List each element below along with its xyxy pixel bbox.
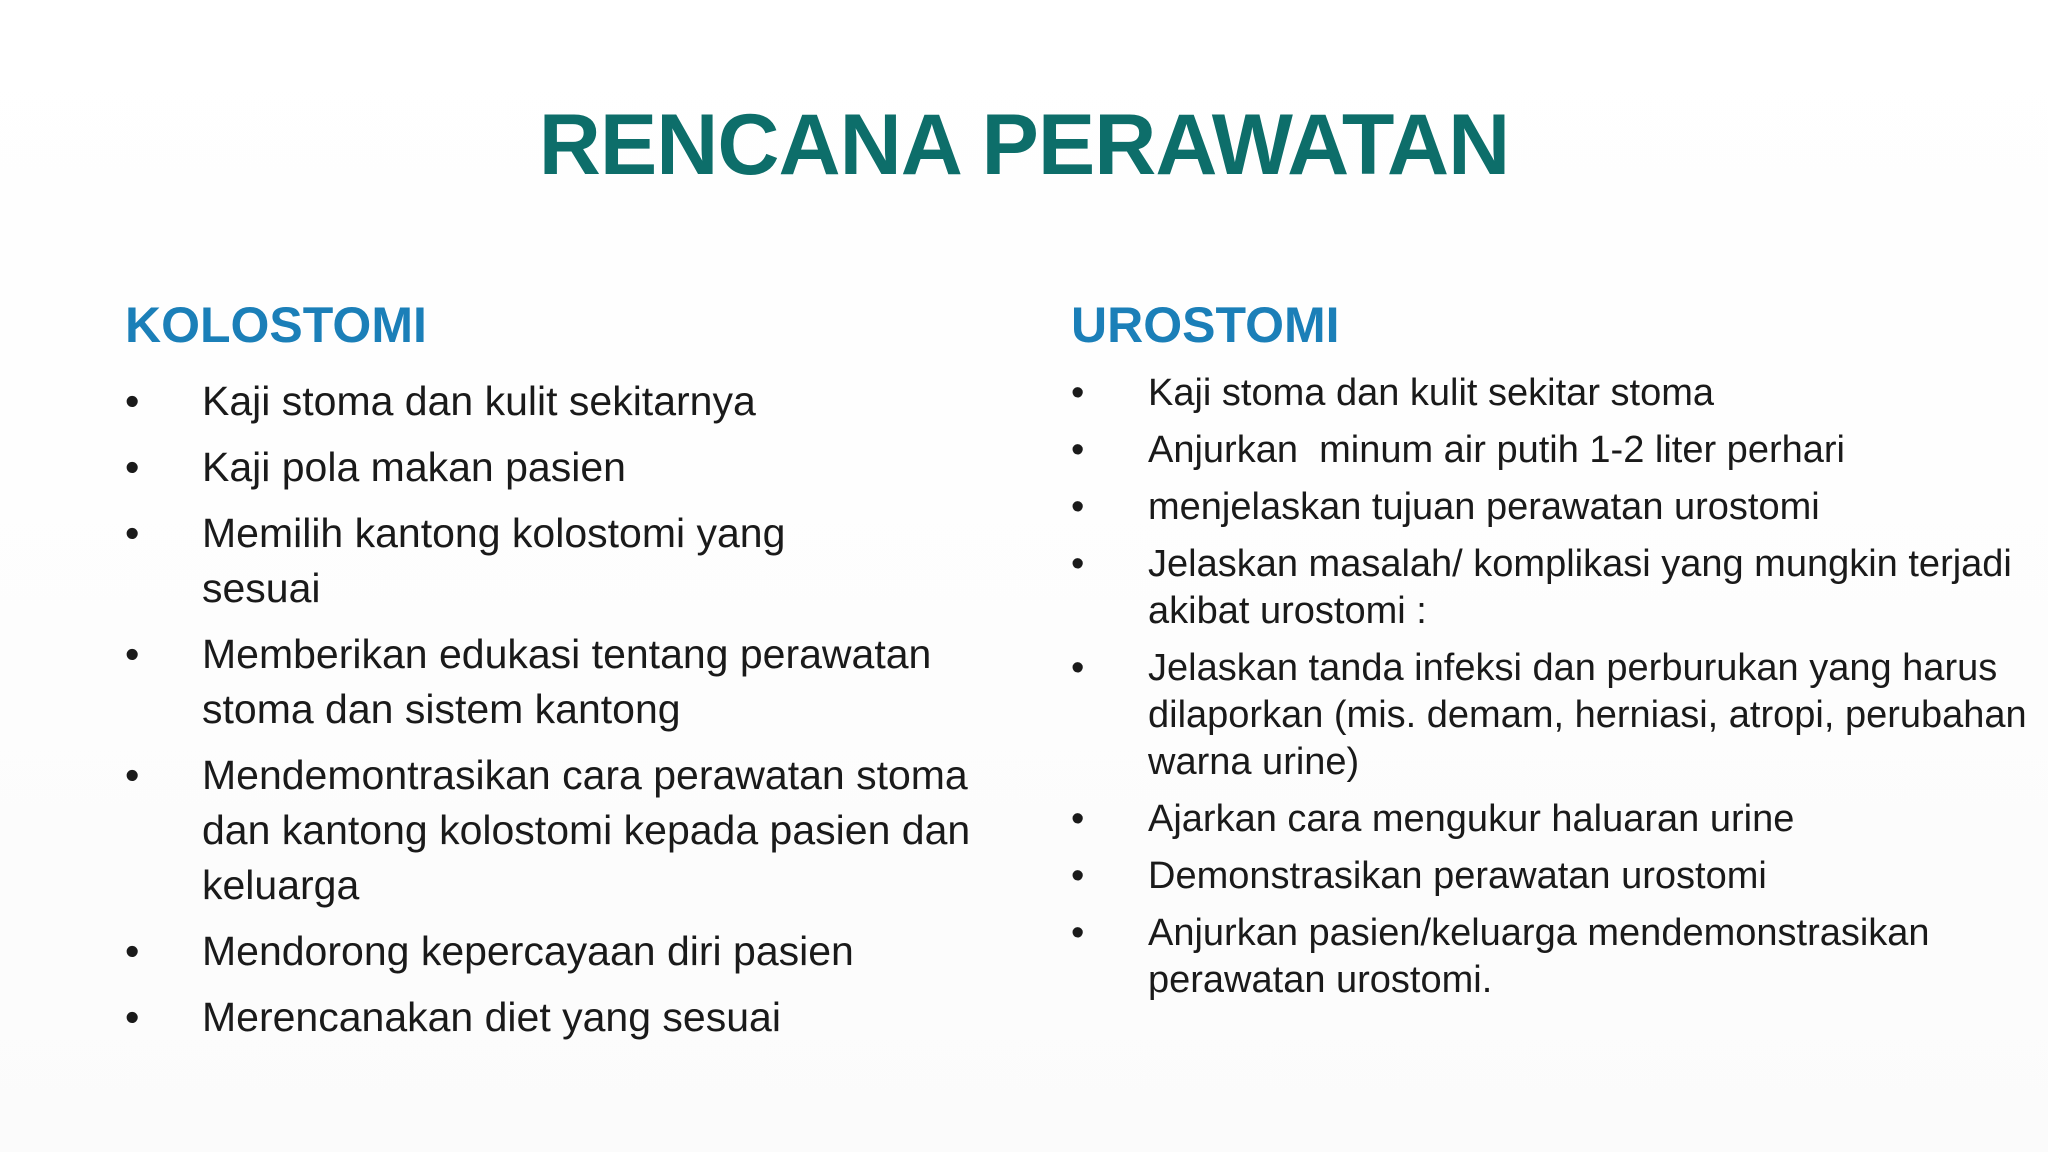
bullet-icon: • — [1071, 647, 1085, 689]
list-item — [125, 506, 862, 616]
bullet-icon: • — [125, 994, 140, 1040]
list-item-text: Memilih kantong kolostomi yang sesuai — [202, 510, 786, 611]
bullet-icon: • — [125, 752, 140, 798]
bullet-icon: • — [1071, 912, 1085, 954]
bullet-icon: • — [1071, 543, 1085, 585]
list-item-text: menjelaskan tujuan perawatan urostomi — [1148, 486, 1820, 528]
bullet-icon: • — [1071, 429, 1085, 471]
list-item-text: Anjurkan pasien/keluarga mendemonstrasikan perawatan urostomi. — [1148, 912, 1930, 1001]
list-item-text: Jelaskan masalah/ komplikasi yang mungkin terjadi akibat urostomi : — [1148, 543, 2012, 632]
list-item-text: Jelaskan tanda infeksi dan perburukan yang harus dilaporkan (mis. demam, herniasi, atropi, perubahan warna urine) — [1148, 647, 2027, 783]
bullet-icon: • — [1071, 486, 1085, 528]
list-item-text: Demonstrasikan perawatan urostomi — [1148, 855, 1767, 897]
slide-title: RENCANA PERAWATAN — [538, 97, 1510, 193]
list-item — [125, 990, 985, 1045]
list-item — [1071, 541, 2031, 635]
kolostomi-list — [125, 374, 985, 1045]
list-item — [125, 374, 985, 429]
list-item-text: Kaji pola makan pasien — [202, 444, 626, 490]
list-item-text: Memberikan edukasi tentang perawatan stoma dan sistem kantong — [202, 631, 932, 732]
kolostomi-heading: KOLOSTOMI — [125, 297, 427, 353]
bullet-icon: • — [1071, 372, 1085, 414]
bullet-icon: • — [1071, 798, 1085, 840]
list-item-text: Anjurkan minum air putih 1-2 liter perhari — [1148, 429, 1845, 471]
list-item — [1071, 645, 2031, 786]
list-item-text: Kaji stoma dan kulit sekitarnya — [202, 378, 756, 424]
list-item-text: Kaji stoma dan kulit sekitar stoma — [1148, 372, 1715, 414]
urostomi-list — [1071, 370, 2031, 1004]
bullet-icon: • — [125, 631, 140, 677]
list-item-text: Merencanakan diet yang sesuai — [202, 994, 781, 1040]
bullet-icon: • — [125, 444, 140, 490]
bullet-icon: • — [125, 510, 140, 556]
list-item — [1071, 427, 2031, 474]
kolostomi-column — [125, 297, 985, 1056]
bullet-icon: • — [1071, 855, 1085, 897]
urostomi-heading: UROSTOMI — [1071, 297, 1340, 353]
list-item-text: Mendemontrasikan cara perawatan stoma dan kantong kolostomi kepada pasien dan keluarga — [202, 752, 971, 908]
list-item — [1071, 370, 2031, 417]
list-item — [1071, 484, 2031, 531]
list-item — [1071, 796, 2031, 843]
list-item — [125, 748, 985, 913]
list-item-text: Mendorong kepercayaan diri pasien — [202, 928, 854, 974]
list-item — [125, 627, 985, 737]
list-item — [1071, 910, 1938, 1004]
list-item — [1071, 853, 2031, 900]
urostomi-column — [1071, 297, 2031, 1014]
list-item — [125, 440, 985, 495]
bullet-icon: • — [125, 928, 140, 974]
list-item-text: Ajarkan cara mengukur haluaran urine — [1148, 798, 1795, 840]
bullet-icon: • — [125, 378, 140, 424]
list-item — [125, 924, 985, 979]
